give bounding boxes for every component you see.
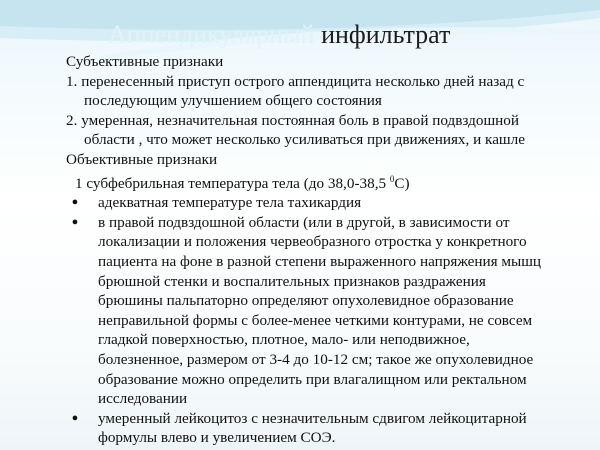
text-line: адекватная температуре тела тахикардия (98, 194, 362, 212)
text-line: умеренный лейкоцитоз с незначительным сдвигом лейкоцитарной (98, 409, 527, 427)
text-line: исследовании (98, 390, 188, 408)
text-line: последующим улучшением общего состояния (84, 92, 382, 110)
bullet-item-2 (66, 213, 592, 409)
text-line: болезненное, размером от 3-4 до 10-12 см; такое же опухолевидное (98, 350, 534, 368)
bullet-icon: ● (71, 196, 79, 209)
title-faded-word: Аппендикулярный (108, 20, 315, 49)
bullet-icon: ● (71, 411, 79, 424)
text-line: гладкой поверхностью, плотное, мало- или неподвижное, (98, 331, 470, 349)
text-line: 1. перенесенный приступ острого аппендицита несколько дней назад с (66, 72, 525, 90)
bullet-icon: ● (71, 215, 79, 228)
subjective-item-1 (66, 72, 592, 111)
subjective-item-2 (66, 111, 592, 150)
temperature-degree-sup: 0 (389, 173, 395, 184)
text-line: брюшной стенки и воспалительных признаков раздражения (98, 272, 486, 290)
slide-title (108, 20, 450, 50)
text-line: пациента на фоне в разной степени выраженного напряжения мышц (98, 253, 542, 270)
text-line: локализации и положения червеобразного отростка у конкретного (98, 233, 527, 251)
temperature-unit: С) (394, 174, 410, 192)
bullet-item-3 (66, 409, 592, 448)
subjective-heading: Субъективные признаки (66, 53, 224, 70)
text-line: в правой подвздошной области (или в другой, в зависимости от (98, 213, 510, 231)
text-line: образование можно определить при влагалищном или ректальном (98, 370, 527, 388)
text-line: брюшины пальпаторно определяют опухолевидное образование (98, 292, 514, 310)
slide-body (66, 52, 592, 448)
temperature-text: 1 субфебрильная температура тела (до 38,0-38,5 (75, 174, 387, 192)
title-main-word: инфильтрат (321, 20, 451, 49)
bullet-item-1 (66, 193, 592, 213)
text-line: 2. умеренная, незначительная постоянная боль в правой подвздошной (66, 111, 520, 129)
objective-numbered-item (66, 170, 592, 194)
text-line: неправильной формы с более-менее четкими контурами, не совсем (98, 311, 533, 329)
text-line: области , что может несколько усиливаться при движениях, и кашле (84, 131, 525, 149)
text-line: формулы влево и увеличением СОЭ. (98, 429, 336, 447)
objective-heading: Объективные признаки (66, 150, 218, 168)
